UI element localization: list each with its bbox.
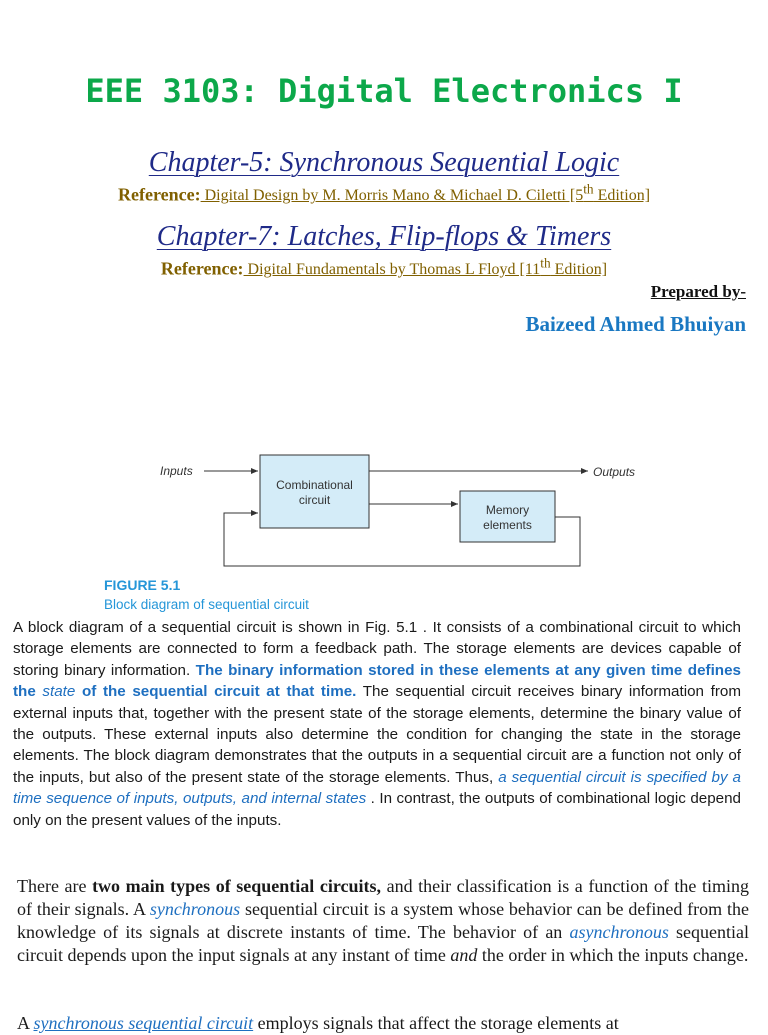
inputs-label: Inputs bbox=[160, 464, 193, 478]
chapter-5-reference bbox=[0, 182, 768, 205]
reference-label: Reference: bbox=[160, 258, 244, 279]
reference-label: Reference: bbox=[117, 184, 201, 205]
course-title: EEE 3103: Digital Electronics I bbox=[85, 72, 683, 110]
chapter-5-title: Chapter-5: Synchronous Sequential Logic bbox=[148, 147, 620, 178]
memory-label-line2: elements bbox=[483, 518, 532, 532]
chapter-7-reference bbox=[0, 256, 768, 279]
prepared-by-label: Prepared by- bbox=[650, 282, 746, 301]
chapter-7-title: Chapter-7: Latches, Flip-flops & Timers bbox=[156, 221, 612, 252]
outputs-label: Outputs bbox=[593, 465, 636, 479]
sequential-circuit-diagram bbox=[150, 446, 650, 574]
paragraph-sequential-types: There are two main types of sequential circuits, and their classification is a function of the timing of their signals. A synchronous sequential circuit is a system whose behavior can be defined from the knowledge of its signals at discrete instants of time. The behavior of an asynchronous sequential circuit depends upon the input signals at any instant of time and the order in which the inputs change. bbox=[17, 876, 749, 965]
figure-caption: Block diagram of sequential circuit bbox=[104, 597, 309, 612]
reference-book[interactable]: Digital Fundamentals by Thomas L Floyd [11th Edition] bbox=[243, 256, 608, 279]
paragraph-sequential-circuit: A block diagram of a sequential circuit is shown in Fig. 5.1 . It consists of a combinational circuit to which storage elements are connected to form a feedback path. The storage elements are devices capable of storing binary information. The binary information stored in these elements at any given time defines the state of the sequential circuit at that time. The sequential circuit receives binary information from external inputs that, together with the present state of the storage elements, determine the binary value of the outputs. These external inputs also determine the condition for changing the state in the storage elements. The block diagram demonstrates that the outputs in a sequential circuit are a function not only of the inputs, but also of the present state of the storage elements. Thus, a sequential circuit is specified by a time sequence of inputs, outputs, and internal states . In contrast, the outputs of combinational logic depend only on the present values of the inputs. bbox=[13, 619, 741, 829]
author-name: Baizeed Ahmed Bhuiyan bbox=[525, 312, 746, 336]
combinational-label-line2: circuit bbox=[298, 493, 331, 507]
paragraph-synchronous: A synchronous sequential circuit employs signals that affect the storage elements at bbox=[17, 1013, 619, 1033]
reference-book[interactable]: Digital Design by M. Morris Mano & Michael D. Ciletti [5th Edition] bbox=[200, 182, 651, 205]
memory-label-line1: Memory bbox=[485, 503, 530, 517]
combinational-label-line1: Combinational bbox=[276, 478, 353, 492]
figure-number: FIGURE 5.1 bbox=[104, 577, 181, 593]
